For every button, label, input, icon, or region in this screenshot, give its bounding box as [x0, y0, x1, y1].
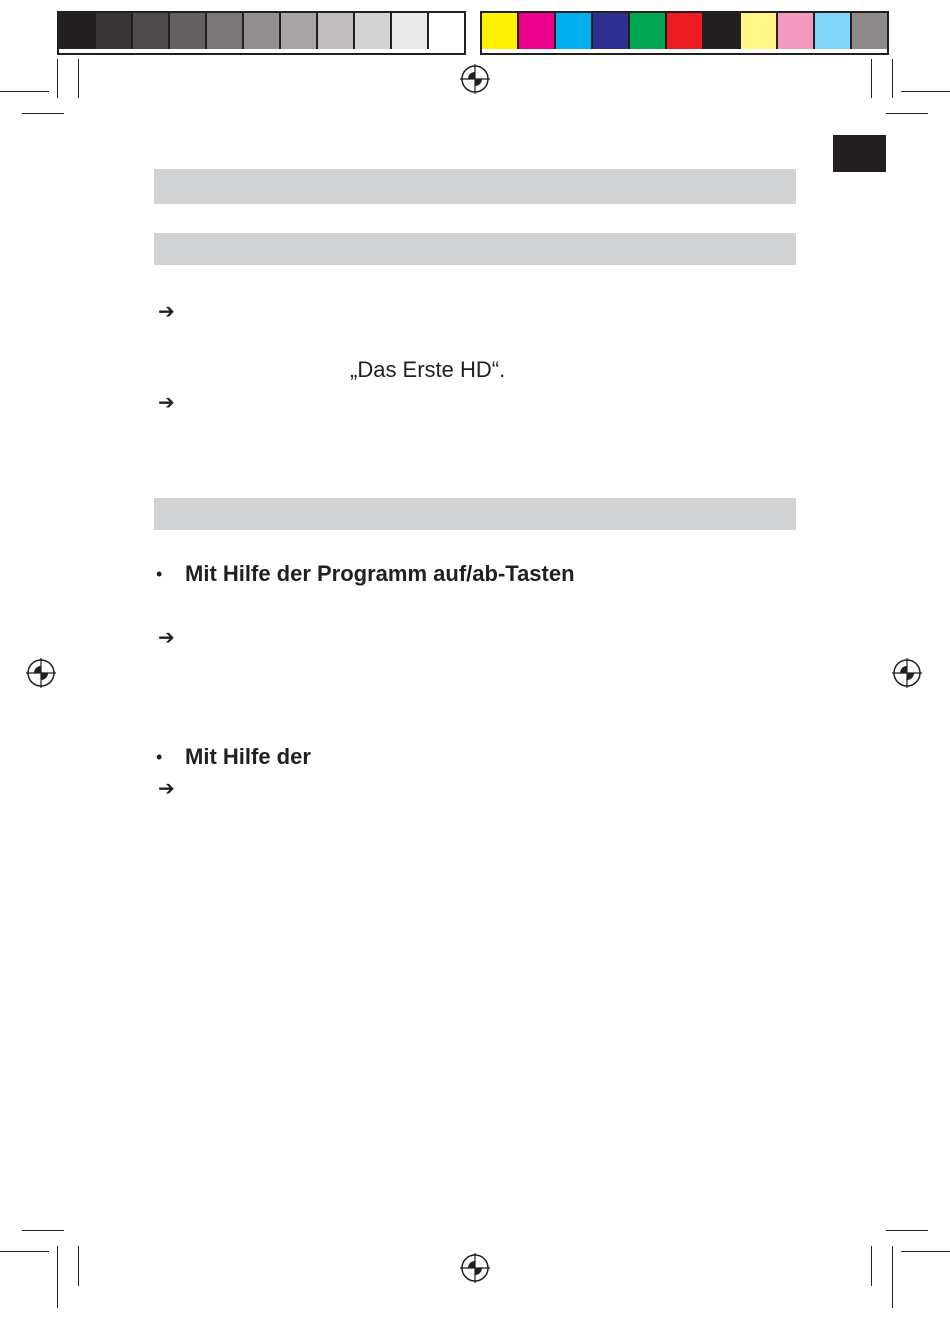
color-swatch	[133, 13, 170, 49]
color-swatch	[556, 13, 593, 49]
crop-mark	[901, 1251, 950, 1252]
registration-target-icon	[460, 1253, 490, 1283]
bullet-icon: •	[156, 747, 163, 767]
crop-mark	[0, 1251, 49, 1252]
color-swatch	[852, 13, 887, 49]
color-swatch	[207, 13, 244, 49]
language-tab-marker	[833, 135, 886, 172]
channel-name-text: „Das Erste HD“.	[350, 357, 506, 382]
crop-mark	[22, 1230, 64, 1231]
color-swatch	[281, 13, 318, 49]
color-swatch	[355, 13, 392, 49]
crop-mark	[22, 113, 64, 114]
color-swatch	[704, 13, 741, 49]
crop-mark	[0, 91, 49, 92]
crop-mark	[871, 1246, 872, 1286]
registration-target-icon	[26, 658, 56, 688]
crop-mark	[886, 1230, 928, 1231]
crop-mark	[886, 113, 928, 114]
color-swatch	[482, 13, 519, 49]
color-swatch	[519, 13, 556, 49]
color-swatch	[59, 13, 96, 49]
registration-target-icon	[460, 64, 490, 94]
color-swatch	[778, 13, 815, 49]
arrow-icon: ➔	[158, 299, 175, 323]
crop-mark	[892, 1246, 893, 1308]
crop-mark	[901, 91, 950, 92]
bullet-icon: •	[156, 564, 163, 584]
crop-mark	[57, 1246, 58, 1308]
color-swatch	[741, 13, 778, 49]
section-heading-bar	[154, 169, 796, 204]
subsection-heading-bar	[154, 498, 796, 530]
color-swatch	[244, 13, 281, 49]
crop-mark	[78, 1246, 79, 1286]
color-swatch	[392, 13, 429, 49]
method-1-heading: Mit Hilfe der Programm auf/ab-Tasten	[185, 561, 575, 586]
method-2-heading: Mit Hilfe der	[185, 744, 311, 769]
arrow-icon: ➔	[158, 625, 175, 649]
arrow-icon: ➔	[158, 390, 175, 414]
color-swatch	[630, 13, 667, 49]
color-swatch	[429, 13, 464, 49]
arrow-icon: ➔	[158, 776, 175, 800]
crop-mark	[871, 59, 872, 98]
color-swatch	[318, 13, 355, 49]
process-color-bar	[480, 11, 889, 55]
grayscale-color-bar	[57, 11, 466, 55]
subsection-heading-bar	[154, 233, 796, 265]
color-swatch	[96, 13, 133, 49]
color-swatch	[170, 13, 207, 49]
registration-target-icon	[892, 658, 922, 688]
crop-mark	[57, 59, 58, 98]
crop-mark	[78, 59, 79, 98]
color-swatch	[667, 13, 704, 49]
color-swatch	[593, 13, 630, 49]
crop-mark	[892, 59, 893, 98]
color-swatch	[815, 13, 852, 49]
